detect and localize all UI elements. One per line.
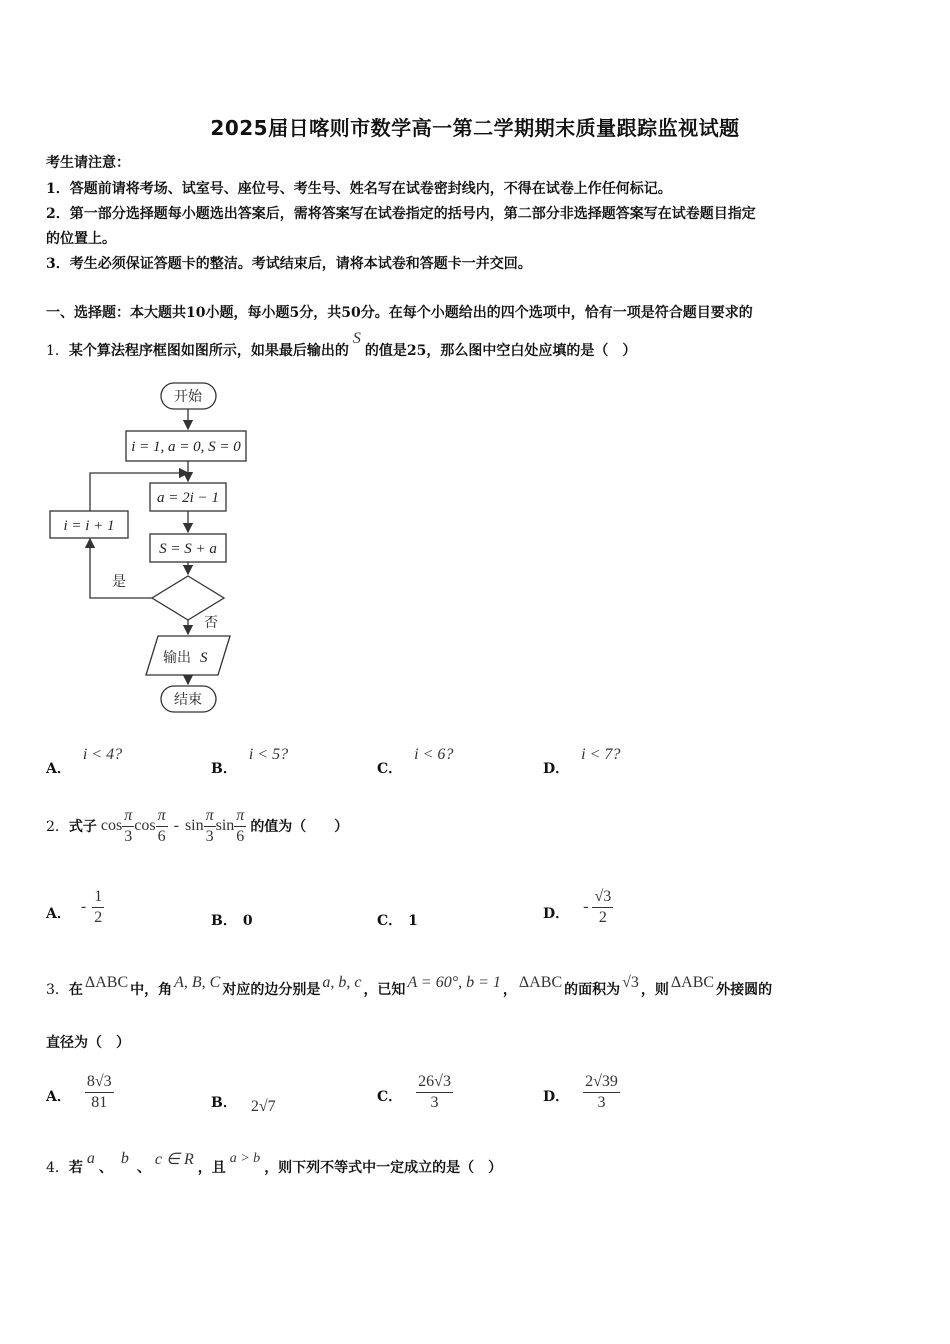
q2-frac-1: $\frac{\pi}{3}$ [124, 806, 133, 845]
q2-frac-3: $\frac{\pi}{3}$ [205, 806, 214, 845]
q3-tri-2: ΔABC [518, 974, 563, 991]
flow-end-label: 结束 [174, 692, 202, 708]
q3-option-b-label: B． [211, 1095, 237, 1111]
q3-option-c[interactable] [377, 1068, 453, 1116]
q1-number: 1． [46, 343, 69, 359]
q3-number: 3． [46, 982, 69, 998]
q2-option-d-sign: - [583, 898, 589, 915]
q3-option-c-label: C． [377, 1089, 403, 1105]
q4-t3: ，则下列不等式中一定成立的是（ ） [264, 1160, 503, 1176]
q3-t1: 在 [68, 982, 83, 998]
q2-option-d-frac: $\frac{√3}{2}$ [594, 887, 612, 926]
q4-sep-1: 、 [98, 1160, 113, 1176]
q3-area: √3 [622, 974, 639, 991]
q4-line [46, 1150, 502, 1184]
q3-t5: ， [502, 982, 517, 998]
q2-minus: - [173, 817, 179, 834]
q2-option-a-sign: - [80, 898, 87, 915]
q3-option-b[interactable] [211, 1092, 276, 1115]
q3-t7: ，则 [640, 982, 669, 998]
q1-line [46, 330, 637, 360]
q3-sides: a, b, c [322, 974, 362, 991]
q2-option-d-label: D． [543, 906, 570, 922]
q3-option-a[interactable] [46, 1068, 114, 1116]
q2-sin-2: sin [215, 817, 235, 834]
q4-number: 4． [46, 1160, 69, 1176]
q3-option-b-value: 2√7 [250, 1098, 276, 1115]
q2-option-a-label: A． [46, 906, 71, 922]
q1-option-d[interactable] [543, 744, 621, 777]
q1-option-a[interactable] [46, 744, 123, 777]
q3-option-c-frac: $\frac{26√3}{3}$ [418, 1072, 451, 1111]
q3-option-a-frac: $\frac{8√3}{81}$ [86, 1072, 112, 1111]
flow-step-a-label: a = 2i − 1 [157, 490, 219, 506]
q3-line-2: 直径为（ ） [46, 1035, 130, 1051]
q1-var: S [352, 330, 361, 347]
flow-no-label: 否 [204, 615, 218, 631]
flow-yes-label: 是 [112, 574, 126, 590]
flow-output-label: 输出 [163, 650, 191, 666]
q4-var-b: b [120, 1150, 129, 1167]
notice-item-3: 3．考生必须保证答题卡的整洁。考试结束后，请将本试卷和答题卡一并交回。 [46, 256, 532, 272]
notice-item-2: 2．第一部分选择题每小题选出答案后，需将答案写在试卷指定的括号内，第二部分非选择题答案写在试卷题目指定 [46, 206, 756, 222]
page-title: 2025届日喀则市数学高一第二学期期末质量跟踪监视试题 [210, 116, 740, 140]
q2-option-b-value: 0 [242, 913, 253, 929]
q3-option-d[interactable] [543, 1068, 620, 1116]
q4-sep-2: 、 [136, 1160, 151, 1176]
q1-text-a: 某个算法程序框图如图所示，如果最后输出的 [68, 343, 349, 359]
q1-option-c-value: i < 6? [414, 746, 454, 763]
q2-frac-4: $\frac{\pi}{6}$ [236, 806, 245, 845]
q2-prefix: 式子 [68, 819, 97, 835]
flow-inc-label: i = i + 1 [63, 518, 115, 534]
section-heading: 一、选择题：本大题共10小题，每小题5分，共50分。在每个小题给出的四个选项中，恰有一项是符合题目要求的 [46, 305, 753, 321]
q1-option-b-value: i < 5? [248, 746, 289, 763]
q2-option-c[interactable] [377, 910, 418, 930]
notice-item-2-cont: 的位置上。 [46, 231, 116, 247]
q3-option-d-label: D． [543, 1089, 570, 1105]
q3-option-d-frac: $\frac{2√39}{3}$ [585, 1072, 618, 1111]
q3-t4: ，已知 [363, 982, 406, 998]
q2-option-b-label: B． [211, 913, 237, 929]
flowchart [40, 378, 260, 723]
flow-step-s-label: S = S + a [159, 541, 217, 557]
q1-text-b: 的值是25，那么图中空白处应填的是（ ） [364, 343, 637, 359]
q3-angles: A, B, C [174, 974, 221, 991]
q1-option-c-label: C． [377, 761, 403, 777]
q1-option-d-value: i < 7? [581, 746, 621, 763]
q2-sin-1: sin [184, 817, 204, 834]
q2-line [46, 804, 348, 848]
q1-option-b-label: B． [211, 761, 237, 777]
q2-cos-2: cos [134, 817, 156, 834]
q4-var-a: a [86, 1150, 95, 1167]
q3-tri-3: ΔABC [670, 974, 715, 991]
q2-option-b[interactable] [211, 910, 253, 930]
q3-t2: 中，角 [130, 982, 173, 998]
q3-t8: 外接圆的 [716, 982, 773, 998]
q2-cos-1: cos [100, 817, 123, 834]
q2-option-a[interactable] [46, 884, 104, 930]
q3-t3: 对应的边分别是 [222, 982, 321, 998]
q2-suffix: 的值为（ ） [250, 819, 349, 835]
q4-cond: a > b [229, 1151, 261, 1166]
q4-var-c: c ∈ R [154, 1151, 194, 1168]
q2-option-c-value: 1 [408, 913, 418, 929]
q3-option-a-label: A． [46, 1089, 71, 1105]
flow-decision-node [152, 576, 224, 620]
q2-option-a-frac: $\frac{1}{2}$ [94, 887, 103, 926]
q2-option-d[interactable] [543, 884, 613, 930]
q1-option-d-label: D． [543, 761, 570, 777]
q3-t6: 的面积为 [564, 982, 621, 998]
q1-option-c[interactable] [377, 744, 454, 777]
notice-item-1: 1．答题前请将考场、试室号、座位号、考生号、姓名写在试卷密封线内，不得在试卷上作任何标记。 [46, 181, 672, 197]
q1-option-b[interactable] [211, 744, 289, 777]
q4-t2: ，且 [197, 1160, 226, 1176]
q3-tri: ΔABC [84, 974, 129, 991]
q2-number: 2． [46, 819, 69, 835]
q1-option-a-label: A． [46, 761, 71, 777]
flow-output-var: S [200, 650, 208, 666]
flow-start-label: 开始 [174, 389, 202, 405]
q3-line [46, 972, 904, 1006]
flow-init-label: i = 1, a = 0, S = 0 [131, 439, 241, 455]
q4-t1: 若 [68, 1160, 83, 1176]
notice-heading: 考生请注意： [46, 155, 130, 171]
q2-frac-2: $\frac{\pi}{6}$ [157, 806, 166, 845]
q1-option-a-value: i < 4? [82, 746, 123, 763]
q2-option-c-label: C． [377, 913, 403, 929]
q3-known: A = 60°, b = 1 [407, 974, 501, 991]
